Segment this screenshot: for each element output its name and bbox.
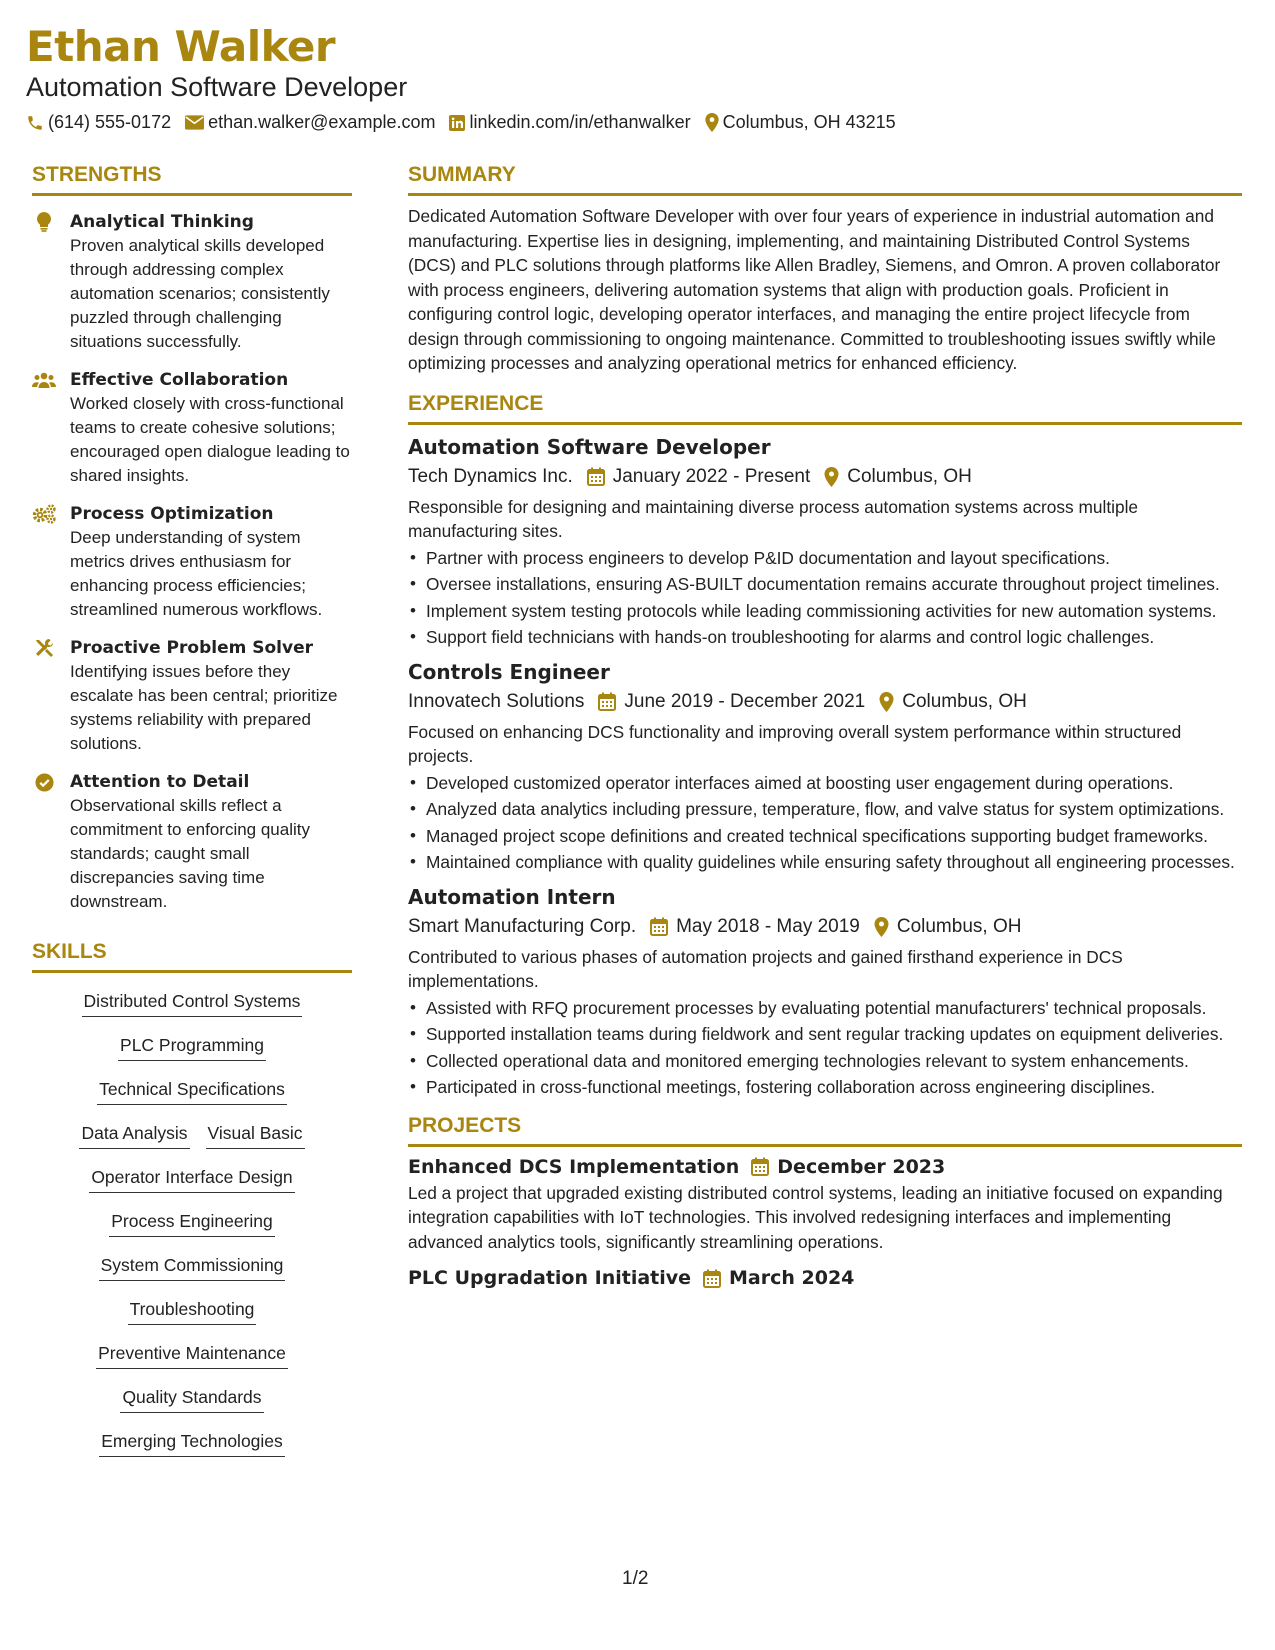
contact-location	[705, 112, 896, 133]
calendar-icon	[598, 692, 616, 711]
tools-icon	[32, 638, 56, 658]
projects-heading: PROJECTS	[408, 1114, 1242, 1147]
map-pin-icon	[874, 917, 889, 937]
job-desc: Responsible for designing and maintaining diverse process automation systems across multiple manufacturing sites.	[408, 496, 1139, 541]
calendar-icon	[751, 1157, 769, 1176]
job-company: Tech Dynamics Inc.	[408, 465, 573, 487]
bullet-item: • Analyzed data analytics including pressure, temperature, flow, and valve status for system optimizations.	[408, 797, 1242, 822]
strength-item	[32, 502, 352, 622]
strength-item	[32, 770, 352, 914]
job-title: Controls Engineer	[408, 659, 610, 684]
job-location: Columbus, OH	[896, 915, 1022, 937]
map-pin-icon	[824, 467, 839, 487]
bullet-item: • Support field technicians with hands-on troubleshooting for alarms and control logic challenges.	[408, 625, 1242, 650]
skill-tag: PLC Programming	[118, 1033, 266, 1061]
contact-phone[interactable]	[26, 112, 171, 133]
job-company: Innovatech Solutions	[408, 690, 585, 712]
strength-item	[32, 210, 352, 354]
skill-tag: Preventive Maintenance	[96, 1341, 288, 1369]
strength-title: Effective Collaboration	[70, 370, 289, 390]
bullet-item: • Participated in cross-functional meetings, fostering collaboration across engineering disciplines.	[408, 1075, 1242, 1100]
strength-desc: Observational skills reflect a commitment to enforcing quality standards; caught small discrepancies saving time downstream.	[70, 796, 310, 911]
skill-tag: Distributed Control Systems	[82, 989, 303, 1017]
project-head	[408, 1153, 1242, 1181]
project-title: Enhanced DCS Implementation	[408, 1155, 740, 1178]
job-desc: Focused on enhancing DCS functionality and improving overall system performance within structured projects.	[408, 721, 1182, 766]
bullet-item: • Implement system testing protocols while leading commissioning activities for new automation systems.	[408, 599, 1242, 624]
strength-desc: Worked closely with cross-functional teams to create cohesive solutions; encouraged open dialogue leading to shared insights.	[70, 394, 350, 485]
skill-tag: System Commissioning	[99, 1253, 286, 1281]
strength-title: Attention to Detail	[70, 772, 250, 792]
job-company: Smart Manufacturing Corp.	[408, 915, 637, 937]
bullet-item: • Managed project scope definitions and created technical specifications supporting budget frameworks.	[408, 824, 1242, 849]
job-meta	[408, 688, 1242, 716]
job-title: Automation Intern	[408, 884, 616, 909]
job-location: Columbus, OH	[902, 690, 1027, 712]
linkedin-text: linkedin.com/in/ethanwalker	[469, 112, 691, 132]
project-head	[408, 1264, 1242, 1292]
project-entry	[408, 1153, 1242, 1255]
candidate-title: Automation Software Developer	[26, 72, 408, 102]
contact-bar	[26, 112, 910, 133]
map-pin-icon	[705, 113, 719, 132]
skill-tag: Visual Basic	[206, 1121, 305, 1149]
skills-list	[32, 979, 352, 1463]
gears-icon	[32, 504, 56, 524]
bullet-item: • Collected operational data and monitored emerging technologies relevant to system enhancements.	[408, 1049, 1242, 1074]
job-dates: May 2018 - May 2019	[676, 915, 860, 937]
email-text: ethan.walker@example.com	[208, 112, 436, 132]
location-text: Columbus, OH 43215	[722, 112, 896, 132]
linkedin-icon	[449, 115, 465, 131]
project-date: March 2024	[729, 1267, 855, 1289]
job-meta	[408, 463, 1242, 491]
skill-tag: Data Analysis	[79, 1121, 189, 1149]
phone-text: (614) 555-0172	[48, 112, 172, 132]
envelope-icon	[185, 115, 204, 130]
skill-tag: Technical Specifications	[97, 1077, 287, 1105]
bullet-item: • Supported installation teams during fieldwork and sent regular tracking updates on equipment deliveries.	[408, 1022, 1242, 1047]
strength-desc: Proven analytical skills developed through addressing complex automation scenarios; consistently puzzled through challenging situations successfully.	[70, 236, 330, 351]
job-bullets	[408, 771, 1242, 875]
job-meta	[408, 913, 1242, 941]
phone-icon	[26, 114, 44, 132]
candidate-name: Ethan Walker	[26, 22, 336, 71]
skill-tag: Operator Interface Design	[89, 1165, 294, 1193]
map-pin-icon	[879, 692, 894, 712]
job-bullets	[408, 546, 1242, 650]
bullet-item: • Oversee installations, ensuring AS-BUILT documentation remains accurate throughout project timelines.	[408, 572, 1242, 597]
strength-title: Proactive Problem Solver	[70, 638, 313, 658]
experience-heading: EXPERIENCE	[408, 392, 1242, 425]
check-circle-icon	[32, 772, 56, 792]
contact-linkedin[interactable]	[449, 112, 690, 133]
calendar-icon	[650, 917, 668, 936]
summary-text: Dedicated Automation Software Developer with over four years of experience in industrial automation and manufacturing. Expertise lies in designing, implementing, and maintaining Distributed Control Systems (DCS) and PLC solutions through platforms like Allen Bradley, Siemens, and Omron. A proven collaborator with process engineers, delivering automation systems that align with production goals. Proficient in configuring control logic, developing operator interfaces, and managing the entire project lifecycle from design through commissioning to ongoing maintenance. Committed to troubleshooting issues swiftly while optimizing processes and analyzing operational metrics for enhanced efficiency.	[408, 206, 1221, 373]
skill-tag: Emerging Technologies	[99, 1429, 285, 1457]
project-date: December 2023	[777, 1155, 946, 1178]
strength-item	[32, 636, 352, 756]
project-title: PLC Upgradation Initiative	[408, 1267, 692, 1289]
job-dates: June 2019 - December 2021	[624, 690, 866, 712]
strengths-heading: STRENGTHS	[32, 163, 352, 196]
job-entry	[408, 883, 1242, 1100]
bullet-item: • Assisted with RFQ procurement processes by evaluating potential manufacturers' technical proposals.	[408, 996, 1242, 1021]
skill-tag: Process Engineering	[109, 1209, 274, 1237]
job-location: Columbus, OH	[847, 465, 972, 487]
job-desc: Contributed to various phases of automation projects and gained firsthand experience in DCS implementations.	[408, 946, 1123, 991]
skills-heading: SKILLS	[32, 940, 352, 973]
contact-email[interactable]	[185, 112, 435, 133]
strength-desc: Deep understanding of system metrics drives enthusiasm for enhancing process efficiencies; streamlined numerous workflows.	[70, 528, 323, 619]
skill-tag: Troubleshooting	[128, 1297, 257, 1325]
calendar-icon	[587, 467, 605, 486]
calendar-icon	[703, 1269, 721, 1288]
project-entry	[408, 1264, 1242, 1292]
users-icon	[32, 370, 56, 390]
job-entry	[408, 433, 1242, 650]
bullet-item: • Partner with process engineers to develop P&ID documentation and layout specifications.	[408, 546, 1242, 571]
lightbulb-icon	[32, 212, 56, 232]
summary-heading: SUMMARY	[408, 163, 1242, 196]
strength-desc: Identifying issues before they escalate has been central; prioritize systems reliability with prepared solutions.	[70, 662, 338, 753]
bullet-item: • Maintained compliance with quality guidelines while ensuring safety throughout all engineering processes.	[408, 850, 1242, 875]
skill-tag: Quality Standards	[120, 1385, 263, 1413]
job-dates: January 2022 - Present	[612, 465, 811, 487]
job-bullets	[408, 996, 1242, 1100]
bullet-item: • Developed customized operator interfaces aimed at boosting user engagement during operations.	[408, 771, 1242, 796]
left-column	[32, 163, 352, 1463]
strength-title: Process Optimization	[70, 504, 274, 524]
job-title: Automation Software Developer	[408, 434, 771, 459]
strength-item	[32, 368, 352, 488]
job-entry	[408, 658, 1242, 875]
page-number: 1/2	[622, 1568, 649, 1589]
right-column	[408, 163, 1242, 1292]
project-desc: Led a project that upgraded existing distributed control systems, leading an initiative focused on expanding integration capabilities with IoT technologies. This involved redesigning interfaces and implementing advanced analytics tools, significantly streamlining operations.	[408, 1182, 1223, 1252]
strength-title: Analytical Thinking	[70, 212, 254, 232]
